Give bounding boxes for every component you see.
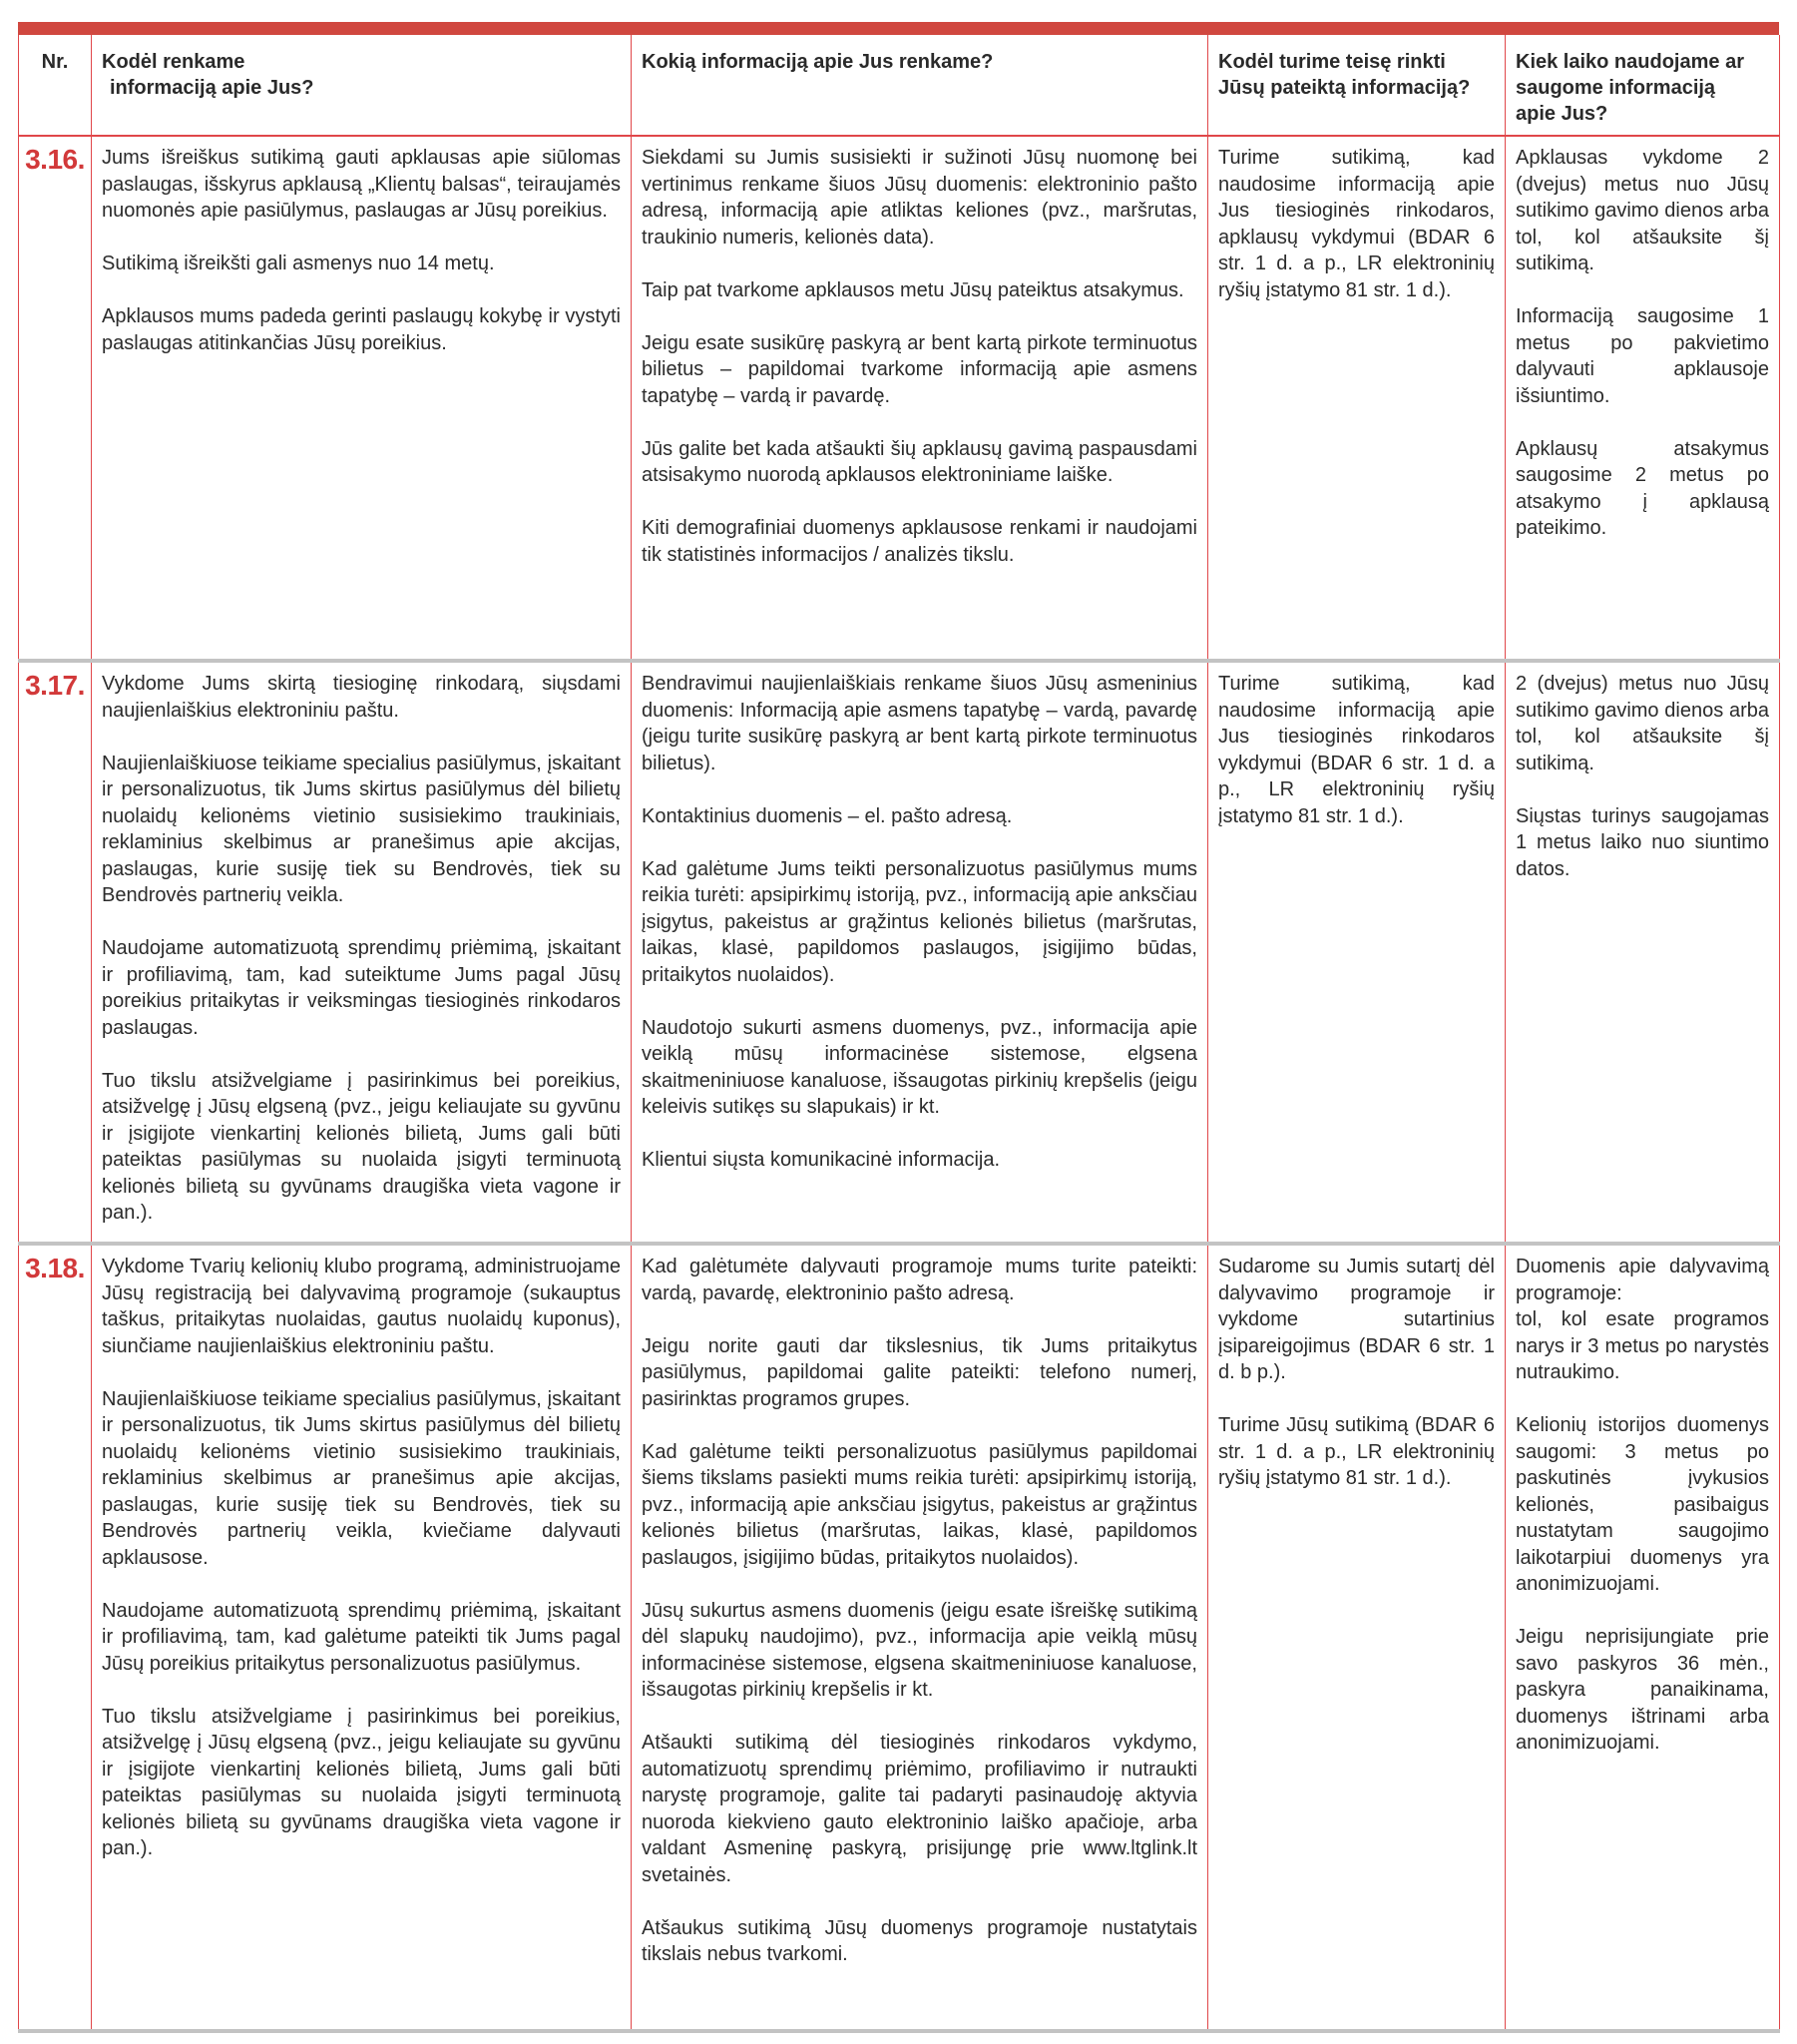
paragraph: Siųstas turinys saugojamas 1 metus laiko nuo siuntimo datos. xyxy=(1516,804,1769,880)
paragraph: Turime sutikimą, kad naudosime informaciją apie Jus tiesioginės rinkodaros, apklausų vykdymui (BDAR 6 str. 1 d. a p., LR elektroninių ryšių įstatymo 81 str. 1 d.). xyxy=(1218,147,1495,301)
paragraph: Kad galėtumėte dalyvauti programoje mums turite pateikti: vardą, pavardę, elektroninio pašto adresą. xyxy=(642,1256,1197,1304)
paragraph: Naujienlaiškiuose teikiame specialius pasiūlymus, įskaitant ir personalizuotus, tik Jums skirtus pasiūlymus dėl bilietų nuolaidų kelionėms vietinio susisiekimo traukiniais, reklaminius skelbimus ar pranešimus apie akcijas, paslaugas, kurie susiję tiek su Bendrovės, tiek su Bendrovės partnerių veikla, kviečiame dalyvauti apklausose. xyxy=(102,1387,621,1569)
cell-what xyxy=(632,1244,1208,2031)
cell-retention xyxy=(1506,136,1780,661)
header-right xyxy=(1208,35,1506,136)
paragraph: Jums išreiškus sutikimą gauti apklausas apie siūlomas paslaugas, išskyrus apklausą „Klientų balsas“, teiraujamės nuomonės apie pasiūlymus, paslaugas ar Jūsų poreikius. xyxy=(102,147,621,222)
paragraph: Vykdome Tvarių kelionių klubo programą, administruojame Jūsų registraciją bei dalyvavimą programoje (sukauptus taškus, pritaikytas nuolaidas, gautus nuolaidų kuponus), siunčiame naujienlaiškius elektroniniu paštu. xyxy=(102,1256,621,1357)
cell-what xyxy=(632,136,1208,661)
header-why-line1: Kodėl renkame xyxy=(102,51,245,73)
header-what: Kokią informaciją apie Jus renkame? xyxy=(632,35,1208,136)
paragraph: Apklausų atsakymus saugosime 2 metus po atsakymo į apklausą pateikimo. xyxy=(1516,437,1769,539)
paragraph: Atšaukus sutikimą Jūsų duomenys programoje nustatytais tikslais nebus tvarkomi. xyxy=(642,1916,1197,1965)
privacy-table-sheet xyxy=(18,22,1779,2033)
cell-retention xyxy=(1506,1244,1780,2031)
paragraph: Jeigu neprisijungiate prie savo paskyros 36 mėn., paskyra panaikinama, duomenys ištrinami arba anonimizuojami. xyxy=(1516,1626,1769,1754)
row-number: 3.16. xyxy=(19,136,92,661)
cell-legal-basis xyxy=(1208,661,1506,1244)
header-right-line2: Jūsų pateiktą informaciją? xyxy=(1218,77,1471,99)
paragraph: Vykdome Jums skirtą tiesioginę rinkodarą, siųsdami naujienlaiškius elektroniniu paštu. xyxy=(102,673,621,722)
paragraph: Kelionių istorijos duomenys saugomi: 3 metus po paskutinės įvykusios kelionės, pasibaigus nustatytam saugojimo laikotarpiui duomenys yra anonimizuojami. xyxy=(1516,1414,1769,1595)
paragraph: Sudarome su Jumis sutartį dėl dalyvavimo programoje ir vykdome sutartinius įsipareigojimus (BDAR 6 str. 1 d. b p.). xyxy=(1218,1256,1495,1383)
cell-legal-basis xyxy=(1208,1244,1506,2031)
paragraph: Informaciją saugosime 1 metus po pakvietimo dalyvauti apklausoje išsiuntimo. xyxy=(1516,305,1769,407)
paragraph: Kad galėtume Jums teikti personalizuotus pasiūlymus mums reikia turėti: apsipirkimų istoriją, pvz., informaciją apie anksčiau įsigytus, pakeistus ar grąžintus kelionės bilietus (maršrutas, laikas, klasė, papildomos paslaugos, įsigijimo būdas, pritaikytos nuolaidos). xyxy=(642,857,1197,986)
paragraph: Tuo tikslu atsižvelgiame į pasirinkimus bei poreikius, atsižvelgę į Jūsų elgseną (pvz., jeigu keliaujate su gyvūnu ir įsigijote vienkartinį kelionės bilietą, Jums gali būti pateiktas pasiūlymas su nuolaida įsigyti terminuotą kelionės bilietą su gyvūnams draugiška vieta vagone ir pan.). xyxy=(102,1069,621,1224)
paragraph: Siekdami su Jumis susisiekti ir sužinoti Jūsų nuomonę bei vertinimus renkame šiuos Jūsų duomenis: elektroninio pašto adresą, informaciją apie atliktas keliones (pvz., maršrutas, traukinio numeris, kelionės data). xyxy=(642,147,1197,249)
header-keep-line3: apie Jus? xyxy=(1516,103,1608,125)
data-processing-table xyxy=(18,35,1780,2033)
paragraph: Turime sutikimą, kad naudosime informaciją apie Jus tiesioginės rinkodaros vykdymui (BDAR 6 str. 1 d. a p., LR elektroninių ryšių įstatymo 81 str. 1 d.). xyxy=(1218,673,1495,827)
paragraph: Kiti demografiniai duomenys apklausose renkami ir naudojami tik statistinės informacijos / analizės tikslu. xyxy=(642,517,1197,566)
paragraph: Turime Jūsų sutikimą (BDAR 6 str. 1 d. a p., LR elektroninių ryšių įstatymo 81 str. 1 d.). xyxy=(1218,1414,1495,1489)
cell-retention xyxy=(1506,661,1780,1244)
cell-why xyxy=(92,136,632,661)
paragraph: Jeigu norite gauti dar tikslesnius, tik Jums pritaikytus pasiūlymus, papildomai galite pateikti: telefono numerį, pasirinktas programos grupes. xyxy=(642,1334,1197,1410)
paragraph: Apklausas vykdome 2 (dvejus) metus nuo Jūsų sutikimo gavimo dienos arba tol, kol atšauksite šį sutikimą. xyxy=(1516,147,1769,274)
paragraph: Taip pat tvarkome apklausos metu Jūsų pateiktus atsakymus. xyxy=(642,278,1184,301)
cell-what xyxy=(632,661,1208,1244)
row-number: 3.17. xyxy=(19,661,92,1244)
table-row-3-16 xyxy=(19,136,1780,661)
paragraph: Naudotojo sukurti asmens duomenys, pvz., informacija apie veiklą mūsų informacinėse sistemose, elgsena skaitmeniniuose kanaluose, išsaugotas pirkinių krepšelis (jeigu keleivis sutikęs su slapukais) ir kt. xyxy=(642,1016,1197,1118)
header-right-line1: Kodėl turime teisę rinkti xyxy=(1218,51,1446,73)
paragraph: Jūsų sukurtus asmens duomenis (jeigu esate išreiškę sutikimą dėl slapukų naudojimo), pvz., informacija apie veiklą mūsų informacinėse sistemose, elgsena skaitmeniniuose kanaluose, išsaugotas pirkinių krepšelis ir kt. xyxy=(642,1599,1197,1701)
header-keep-line1: Kiek laiko naudojame ar xyxy=(1516,51,1744,73)
table-row-3-18 xyxy=(19,1244,1780,2031)
table-top-accent-bar xyxy=(18,22,1779,35)
header-keep-line2: saugome informaciją xyxy=(1516,77,1716,99)
paragraph: Duomenis apie dalyvavimą programoje: xyxy=(1516,1256,1769,1304)
paragraph: 2 (dvejus) metus nuo Jūsų sutikimo gavimo dienos arba tol, kol atšauksite šį sutikimą. xyxy=(1516,673,1769,774)
paragraph: Kad galėtume teikti personalizuotus pasiūlymus papildomai šiems tikslams pasiekti mums reikia turėti: apsipirkimų istoriją, pvz., informaciją apie anksčiau įsigytus, pakeistus ar grąžintus kelionės bilietus (maršrutas, laikas, klasė, papildomos paslaugos, įsigijimo būdas, pritaikytos nuolaidos). xyxy=(642,1440,1197,1569)
paragraph: Klientui siųsta komunikacinė informacija. xyxy=(642,1149,1001,1171)
paragraph: Tuo tikslu atsižvelgiame į pasirinkimus bei poreikius, atsižvelgę į Jūsų elgseną (pvz., jeigu keliaujate su gyvūnu ir įsigijote vienkartinį kelionės bilietą, Jums gali būti pateiktas pasiūlymas su nuolaida įsigyti terminuotą kelionės bilietą su gyvūnams draugiška vieta vagone ir pan.). xyxy=(102,1705,621,1859)
paragraph: Jūs galite bet kada atšaukti šių apklausų gavimą paspausdami atsisakymo nuorodą apklausos elektroniniame laiške. xyxy=(642,437,1197,486)
header-why-line2: informaciją apie Jus? xyxy=(110,77,314,99)
paragraph: Sutikimą išreikšti gali asmenys nuo 14 metų. xyxy=(102,253,495,274)
paragraph: Kontaktinius duomenis – el. pašto adresą. xyxy=(642,804,1013,827)
table-header-row xyxy=(19,35,1780,136)
paragraph: Atšaukti sutikimą dėl tiesioginės rinkodaros vykdymo, automatizuotų sprendimų priėmimo, profiliavimo ir nutraukti narystę programoje, galite tai padaryti pasinaudoję aktyvia nuoroda kiekvieno gauto elektroninio laiško apačioje, arba valdant Asmeninę paskyrą, prisijungę prie www.ltglink.lt svetainės. xyxy=(642,1732,1197,1886)
paragraph: Naudojame automatizuotą sprendimų priėmimą, įskaitant ir profiliavimą, tam, kad suteiktume Jums pagal Jūsų poreikius pritaikytas ir veiksmingas tiesioginės rinkodaros paslaugas. xyxy=(102,937,621,1039)
row-number: 3.18. xyxy=(19,1244,92,2031)
paragraph: Naudojame automatizuotą sprendimų priėmimą, įskaitant ir profiliavimą, tam, kad galėtume pateikti tik Jums pagal Jūsų poreikius pritaikytus personalizuotus pasiūlymus. xyxy=(102,1599,621,1675)
paragraph: Naujienlaiškiuose teikiame specialius pasiūlymus, įskaitant ir personalizuotus, tik Jums skirtus pasiūlymus dėl bilietų nuolaidų kelionėms vietinio susisiekimo traukiniais, reklaminius skelbimus ar pranešimus apie akcijas, paslaugas, kurie susiję tiek su Bendrovės, tiek su Bendrovės partnerių veikla. xyxy=(102,752,621,906)
paragraph: Bendravimui naujienlaiškiais renkame šiuos Jūsų asmeninius duomenis: Informaciją apie asmens tapatybę – vardą, pavardę (jeigu turite susikūrę paskyrą ar bent kartą pirkote terminuotus bilietus). xyxy=(642,673,1197,774)
header-why xyxy=(92,35,632,136)
header-nr: Nr. xyxy=(19,35,92,136)
cell-why xyxy=(92,661,632,1244)
cell-legal-basis xyxy=(1208,136,1506,661)
paragraph: Jeigu esate susikūrę paskyrą ar bent kartą pirkote terminuotus bilietus – papildomai tvarkome informaciją apie asmens tapatybę – vardą ir pavardę. xyxy=(642,331,1197,407)
cell-why xyxy=(92,1244,632,2031)
paragraph: tol, kol esate programos narys ir 3 metus po narystės nutraukimo. xyxy=(1516,1308,1769,1383)
header-keep xyxy=(1506,35,1780,136)
table-row-3-17 xyxy=(19,661,1780,1244)
paragraph: Apklausos mums padeda gerinti paslaugų kokybę ir vystyti paslaugas atitinkančias Jūsų poreikius. xyxy=(102,305,621,354)
